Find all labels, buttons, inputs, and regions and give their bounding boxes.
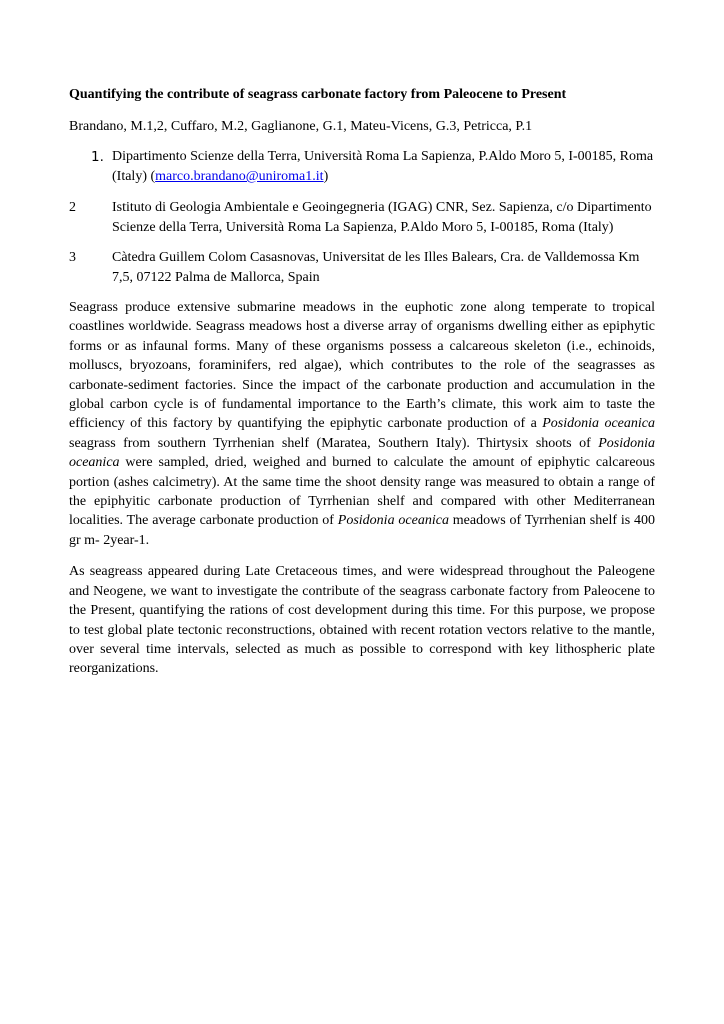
affiliation-text <box>112 147 655 187</box>
author-list: Brandano, M.1,2, Cuffaro, M.2, Gaglianone, G.1, Mateu-Vicens, G.3, Petricca, P.1 <box>69 119 533 134</box>
affiliation-2 <box>69 198 655 238</box>
affiliation-number: 2 <box>69 200 76 215</box>
affiliation-address: Dipartimento Scienze della Terra, Università Roma La Sapienza, P.Aldo Moro 5, I-00185, Roma (Italy) ( <box>112 149 654 184</box>
affiliation-number: 3 <box>69 250 76 265</box>
paragraph-text: Seagrass produce extensive submarine meadows in the euphotic zone along temperate to tropical coastlines worldwide. Seagrass meadows host a diverse array of organisms dwelling either as epiphytic forms or as infaunal forms. Many of these organisms possess a calcareous skeleton (i.e., echinoids, molluscs, bryozoans, foraminifers, red algae), which contributes to the role of the seagrasses as carbonate-sediment factories. Since the impact of the carbonate production and accumulation in the global carbon cycle is of fundamental importance to the Earth’s climate, this work aim to taste the efficiency of this factory by quantifying the epiphytic carbonate production of a <box>69 300 655 432</box>
paragraph-text: were sampled, dried, weighed and burned to calculate the amount of epiphytic calcareous portion (ashes calcimetry). At the same time the shoot density range was measured to obtain a range of the epiphyitic carbonate production of Tyrrhenian shelf and compared with other Mediterranean localities. The average carbonate production of <box>69 455 655 529</box>
affiliation-number: 1. <box>91 149 104 165</box>
document-page <box>69 85 655 679</box>
species-name: Posidonia oceanica <box>69 435 655 471</box>
affiliation-1 <box>69 147 655 187</box>
email-link[interactable]: marco.brandano@uniroma1.it <box>155 169 324 184</box>
affiliation-3 <box>69 248 655 288</box>
species-name: Posidonia oceanica <box>337 513 449 529</box>
paragraph-text: meadows of Tyrrhenian shelf is 400 gr m- 2year-1. <box>69 513 656 548</box>
abstract-paragraph-2: As seagreass appeared during Late Cretaceous times, and were widespread throughout the Paleogene and Neogene, we want to investigate the contribute of the seagrass carbonate factory from Paleocene to the Present, quantifying the rations of cost development during this time. For this purpose, we propose to test global plate tectonic reconstructions, obtained with recent rotation vectors relative to the mantle, over several time intervals, selected as much as possible to correspond with key lithospheric plate reorganizations. <box>69 564 655 677</box>
species-name: Posidonia oceanica <box>542 416 656 432</box>
affiliation-closing: ) <box>323 169 329 184</box>
document-title: Quantifying the contribute of seagrass carbonate factory from Paleocene to Present <box>69 87 567 102</box>
affiliation-text: Càtedra Guillem Colom Casasnovas, Universitat de les Illes Balears, Cra. de Valldemossa Km 7,5, 07122 Palma de Mallorca, Spain <box>112 250 640 285</box>
paragraph-text: seagrass from southern Tyrrhenian shelf (Maratea, Southern Italy). Thirtysix shoots of <box>69 435 599 451</box>
abstract-paragraph-1 <box>69 298 655 550</box>
affiliation-text: Istituto di Geologia Ambientale e Geoingegneria (IGAG) CNR, Sez. Sapienza, c/o Dipartimento Scienze della Terra, Università Roma La Sapienza, P.Aldo Moro 5, I-00185, Roma (Italy) <box>112 200 652 235</box>
